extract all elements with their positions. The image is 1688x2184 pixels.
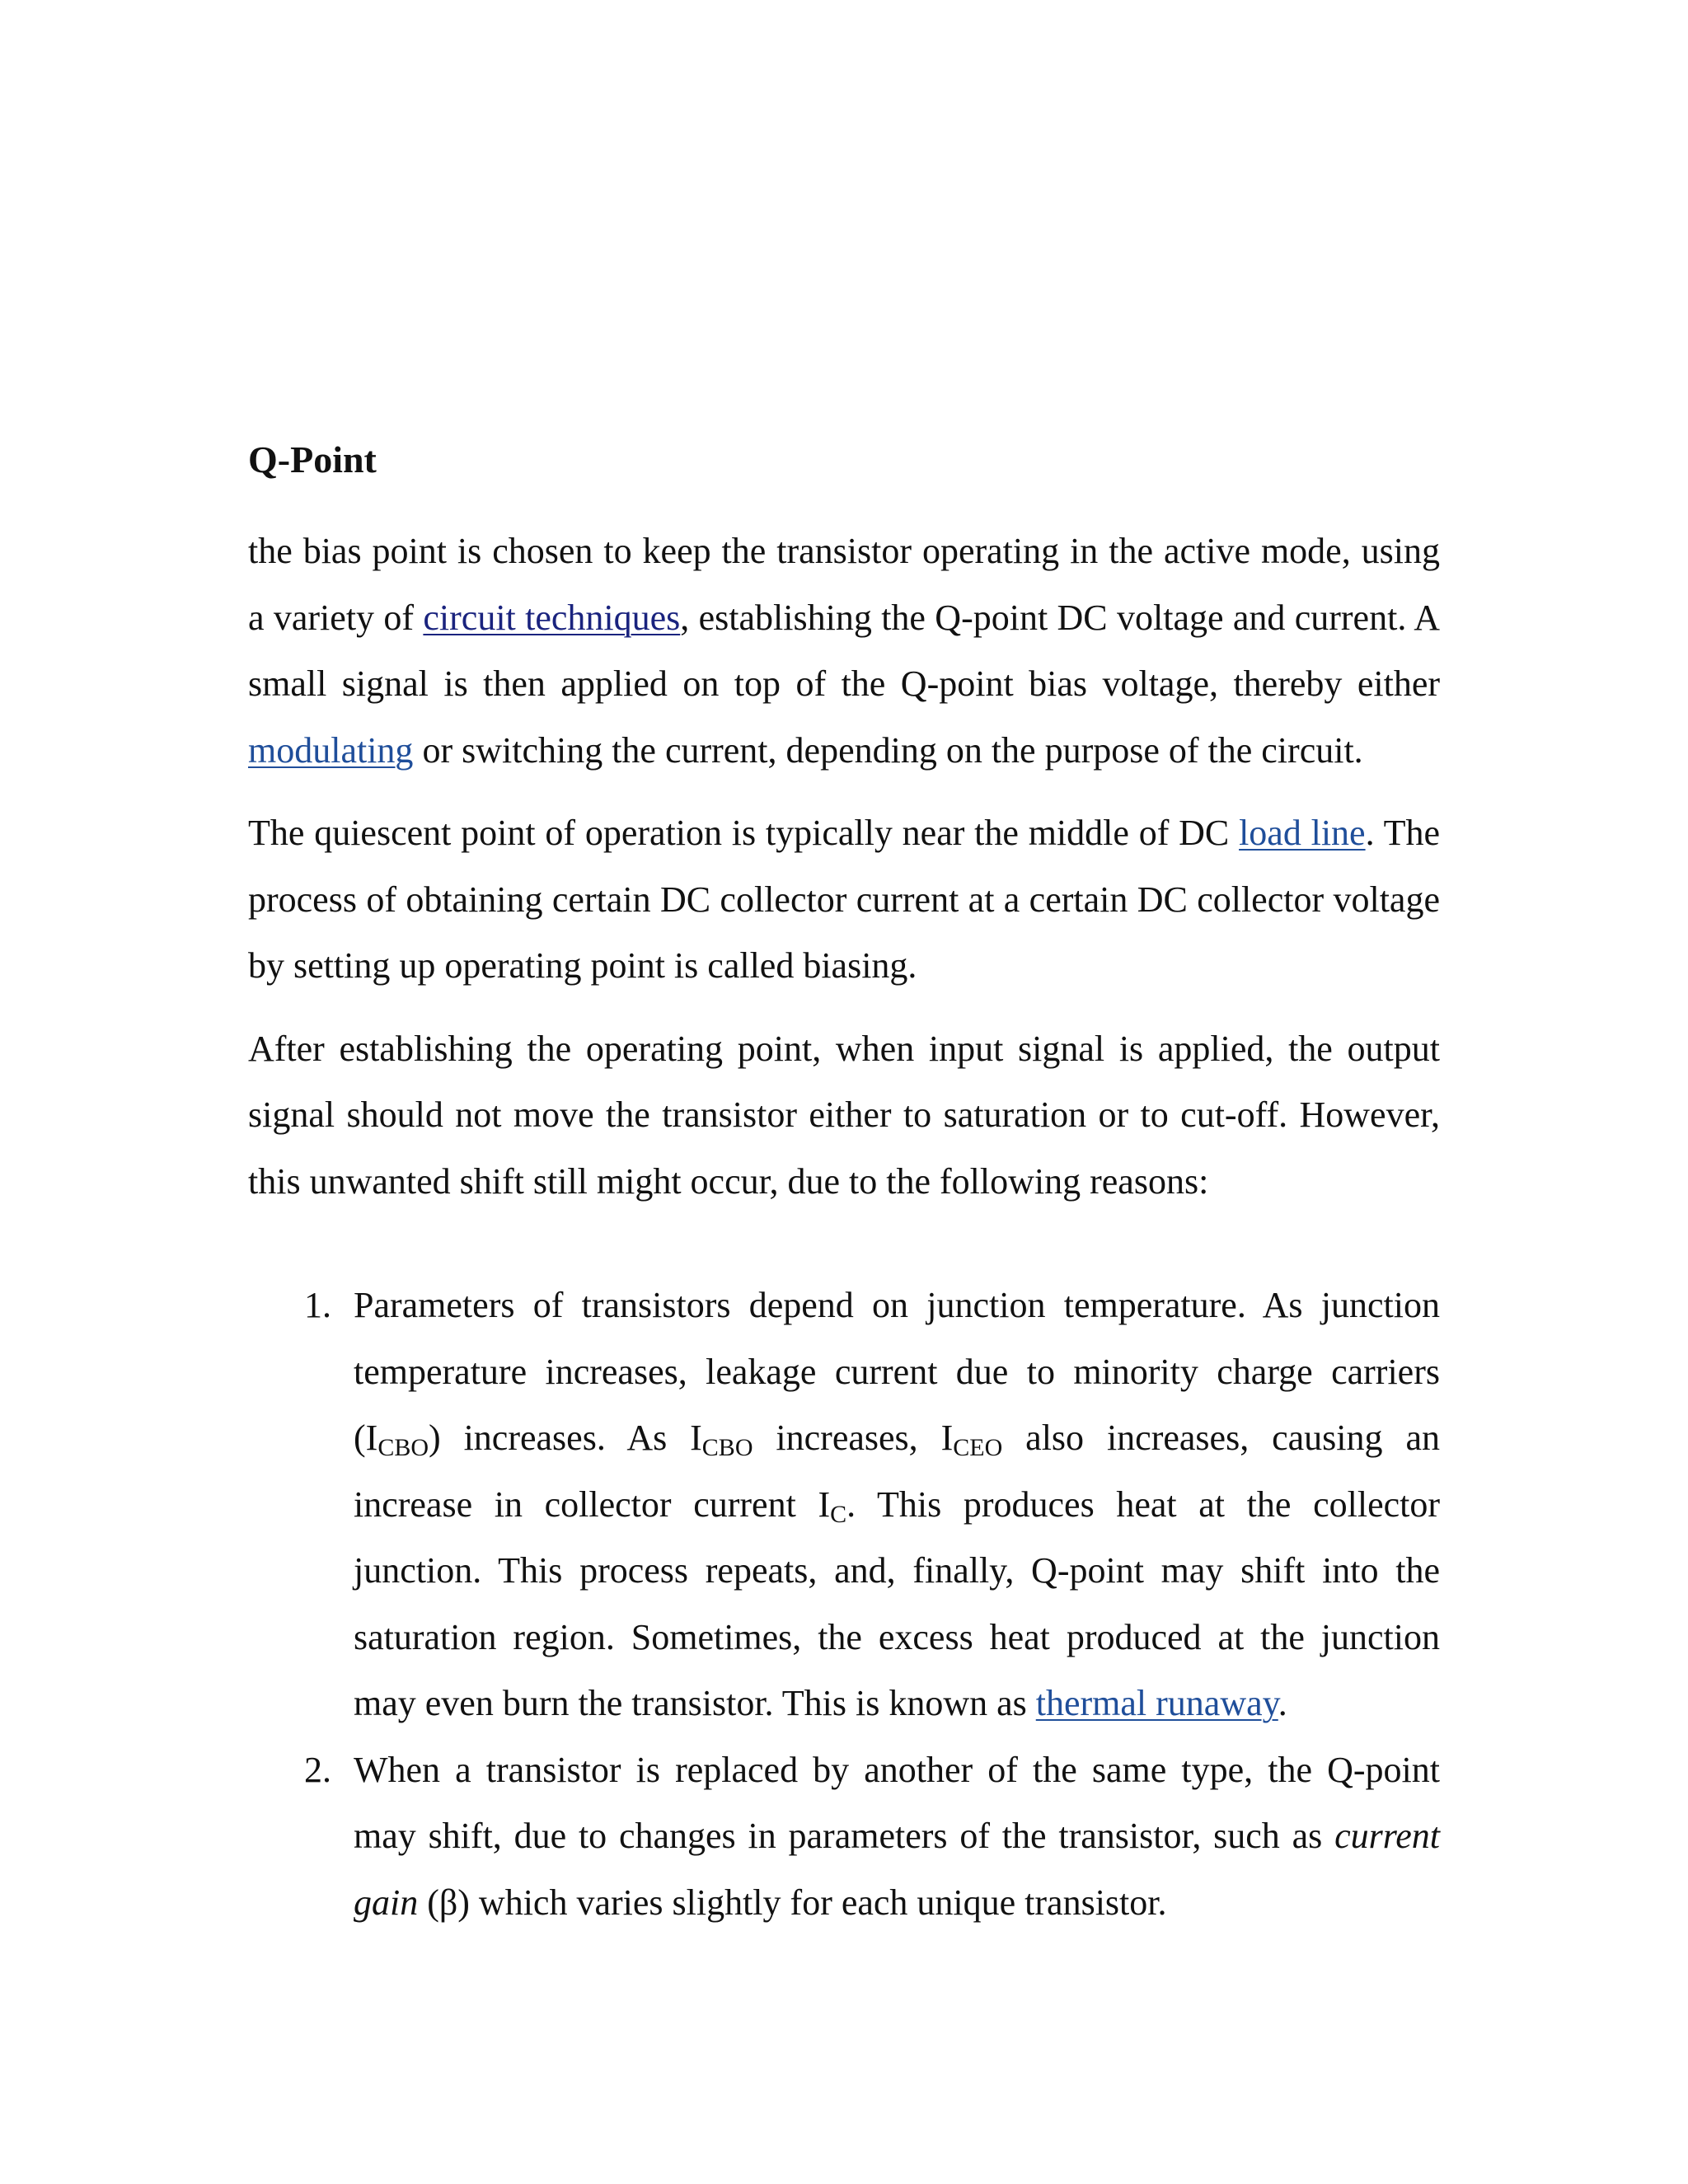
list-number: 1. [304, 1285, 331, 1325]
text: ) increases. As I [429, 1418, 702, 1458]
text: also increases, causing an increase in collector current I [354, 1418, 1440, 1525]
text: increases, I [753, 1418, 954, 1458]
text: When a transistor is replaced by another of the same type, the Q-point may shift, due to changes in parameters of the transistor, such as [354, 1749, 1440, 1856]
link-circuit-techniques[interactable]: circuit techniques [423, 597, 681, 638]
link-load-line[interactable]: load line [1239, 813, 1366, 853]
subscript: CEO [953, 1434, 1003, 1461]
link-modulating[interactable]: modulating [248, 729, 414, 771]
text: , establishing the Q-point DC voltage and current. A small signal is then applied on top of the Q-point bias voltage, thereby either [248, 597, 1441, 704]
reasons-list [248, 1272, 1440, 1936]
paragraph-operating-point: After establishing the operating point, when input signal is applied, the output signal should not move the transistor either to saturation or to cut-off. However, this unwanted shift still might occur, due to the following reasons: [248, 1028, 1440, 1202]
text: . This produces heat at the collector junction. This process repeats, and, finally, Q-point may shift into the saturation region. Sometimes, the excess heat produced at the junction may even burn the transistor. This is known as [354, 1483, 1441, 1723]
list-item [248, 1272, 1440, 1737]
subscript: CBO [377, 1434, 429, 1461]
text: Parameters of transistors depend on junction temperature. As junction temperature increases, leakage current due to minority charge carriers (I [354, 1285, 1440, 1458]
subscript: CBO [701, 1434, 753, 1461]
list-item [248, 1737, 1440, 1937]
text: . The process of obtaining certain DC collector current at a certain DC collector voltage by setting up operating point is called biasing. [248, 813, 1440, 986]
text: the bias point is chosen to keep the transistor operating in the active mode, using a variety of [248, 531, 1440, 638]
text: . [1278, 1683, 1287, 1723]
text: or switching the current, depending on the purpose of the circuit. [413, 729, 1363, 771]
text: The quiescent point of operation is typically near the middle of DC [248, 813, 1240, 853]
link-thermal-runaway[interactable]: thermal runaway [1035, 1683, 1278, 1723]
emphasis-text: current gain [354, 1816, 1440, 1923]
paragraph-bias-point [248, 518, 1440, 784]
subscript: C [830, 1500, 847, 1528]
list-number: 2. [304, 1749, 331, 1790]
paragraph-quiescent-point [248, 800, 1440, 1000]
document-page [248, 438, 1441, 1936]
section-heading: Q-Point [248, 438, 377, 480]
text: (β) which varies slightly for each unique transistor. [418, 1882, 1167, 1923]
